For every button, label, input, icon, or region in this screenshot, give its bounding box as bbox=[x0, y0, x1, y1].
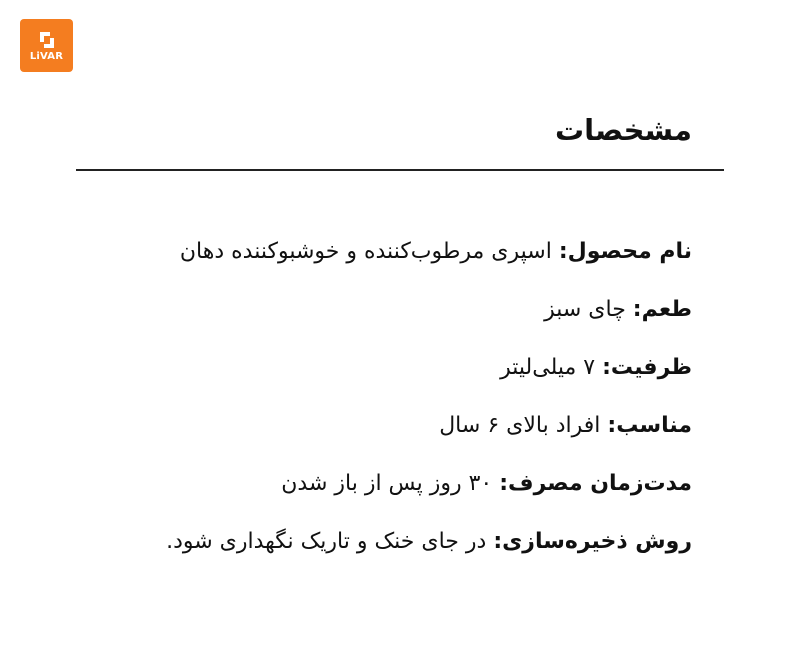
spec-row-product-name bbox=[102, 235, 692, 293]
spec-row-storage-method bbox=[102, 525, 692, 583]
section-title: مشخصات bbox=[555, 113, 692, 148]
spec-label: نام محصول: bbox=[558, 239, 692, 264]
brand-logo bbox=[20, 19, 73, 72]
brand-name: LiVAR bbox=[29, 51, 64, 62]
specifications-list bbox=[102, 235, 692, 583]
section-divider bbox=[76, 169, 724, 171]
spec-label: مدت‌زمان مصرف: bbox=[499, 471, 692, 496]
spec-value: چای سبز bbox=[544, 297, 626, 322]
spec-value: ۷ میلی‌لیتر bbox=[500, 355, 596, 380]
spec-value: اسپری مرطوب‌کننده و خوشبوکننده دهان bbox=[179, 239, 552, 264]
spec-row-capacity bbox=[102, 351, 692, 409]
spec-row-flavor bbox=[102, 293, 692, 351]
spec-row-usage-duration bbox=[102, 467, 692, 525]
spec-label: ظرفیت: bbox=[602, 355, 692, 380]
spec-label: مناسب: bbox=[607, 413, 692, 438]
spec-value: افراد بالای ۶ سال bbox=[439, 413, 601, 438]
spec-label: روش ذخیره‌سازی: bbox=[493, 529, 692, 554]
spec-row-suitable-for bbox=[102, 409, 692, 467]
spec-value: ۳۰ روز پس از باز شدن bbox=[281, 471, 493, 496]
spec-label: طعم: bbox=[632, 297, 692, 322]
spec-value: در جای خنک و تاریک نگهداری شود. bbox=[166, 529, 487, 554]
livar-logo-icon bbox=[35, 30, 59, 50]
